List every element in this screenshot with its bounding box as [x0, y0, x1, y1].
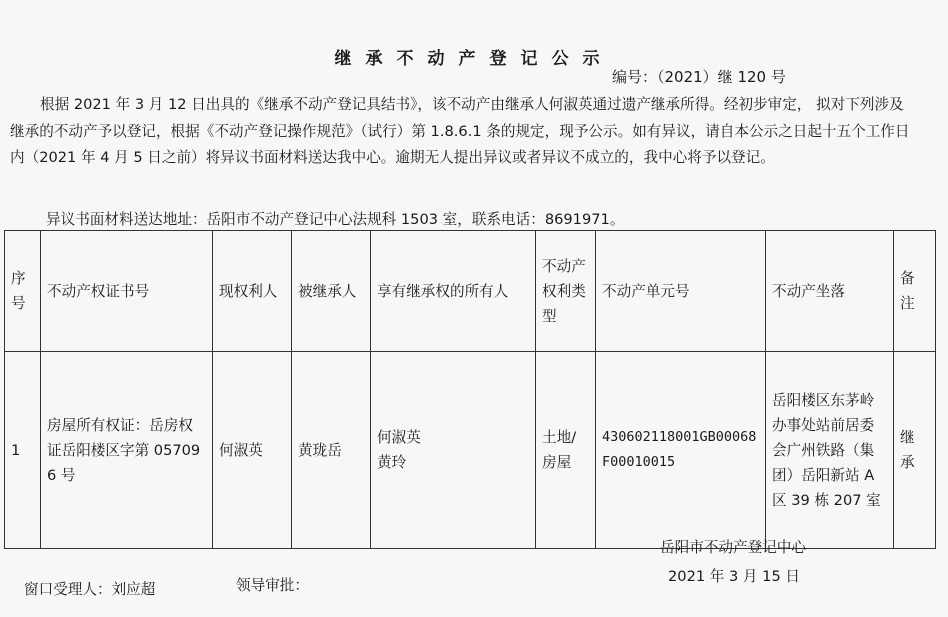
cell-heirs [371, 352, 536, 549]
header-unit-no: 不动产单元号 [596, 231, 766, 352]
header-current-holder: 现权利人 [213, 231, 292, 352]
cell-unit-no: 430602118001GB00068F00010015 [596, 352, 766, 549]
cell-remark: 继承 [894, 352, 936, 549]
header-heirs: 享有继承权的所有人 [371, 231, 536, 352]
header-decedent: 被继承人 [292, 231, 371, 352]
header-remark: 备注 [894, 231, 936, 352]
cell-current-holder: 何淑英 [213, 352, 292, 549]
header-location: 不动产坐落 [766, 231, 894, 352]
issuing-organization: 岳阳市不动产登记中心 [660, 539, 806, 556]
objection-address: 异议书面材料送达地址：岳阳市不动产登记中心法规科 1503 室，联系电话：8691971。 [46, 211, 625, 228]
document-number: 编号：（2021）继 120 号 [612, 68, 786, 86]
leader-approval: 领导审批： [236, 577, 309, 594]
table-header-row [5, 231, 936, 352]
cell-location: 岳阳楼区东茅岭办事处站前居委会广州铁路（集团）岳阳新站 A 区 39 栋 207 室 [766, 352, 894, 549]
header-cert-no: 不动产权证书号 [41, 231, 213, 352]
heir-name: 黄玲 [377, 454, 407, 471]
table-row [5, 352, 936, 549]
cell-seq: 1 [5, 352, 41, 549]
cell-cert-no: 房屋所有权证：岳房权证岳阳楼区字第 057096 号 [41, 352, 213, 549]
registration-table [4, 230, 936, 549]
header-seq: 序号 [5, 231, 41, 352]
issue-date: 2021 年 3 月 15 日 [668, 568, 800, 585]
notice-body: 根据 2021 年 3 月 12 日出具的《继承不动产登记具结书》，该不动产由继承人何淑英通过遗产继承所得。经初步审定， 拟对下列涉及继承的不动产予以登记，根据《不动产登记操作规范》（试行）第 1.8.6.1 条的规定，现予公示。如有异议，请自本公示之日起十五个工作日内（2021 年 4 月 5 日之前）将异议书面材料送达我中心。逾期无人提出异议或者异议不成立的，我中心将予以登记。 [10, 96, 910, 166]
cell-decedent: 黄珑岳 [292, 352, 371, 549]
notice-title: 继承不动产登记公示 [334, 49, 614, 69]
header-right-type: 不动产权利类型 [536, 231, 596, 352]
cell-right-type: 土地/房屋 [536, 352, 596, 549]
window-clerk: 窗口受理人：刘应超 [24, 581, 156, 598]
heir-name: 何淑英 [377, 429, 421, 446]
